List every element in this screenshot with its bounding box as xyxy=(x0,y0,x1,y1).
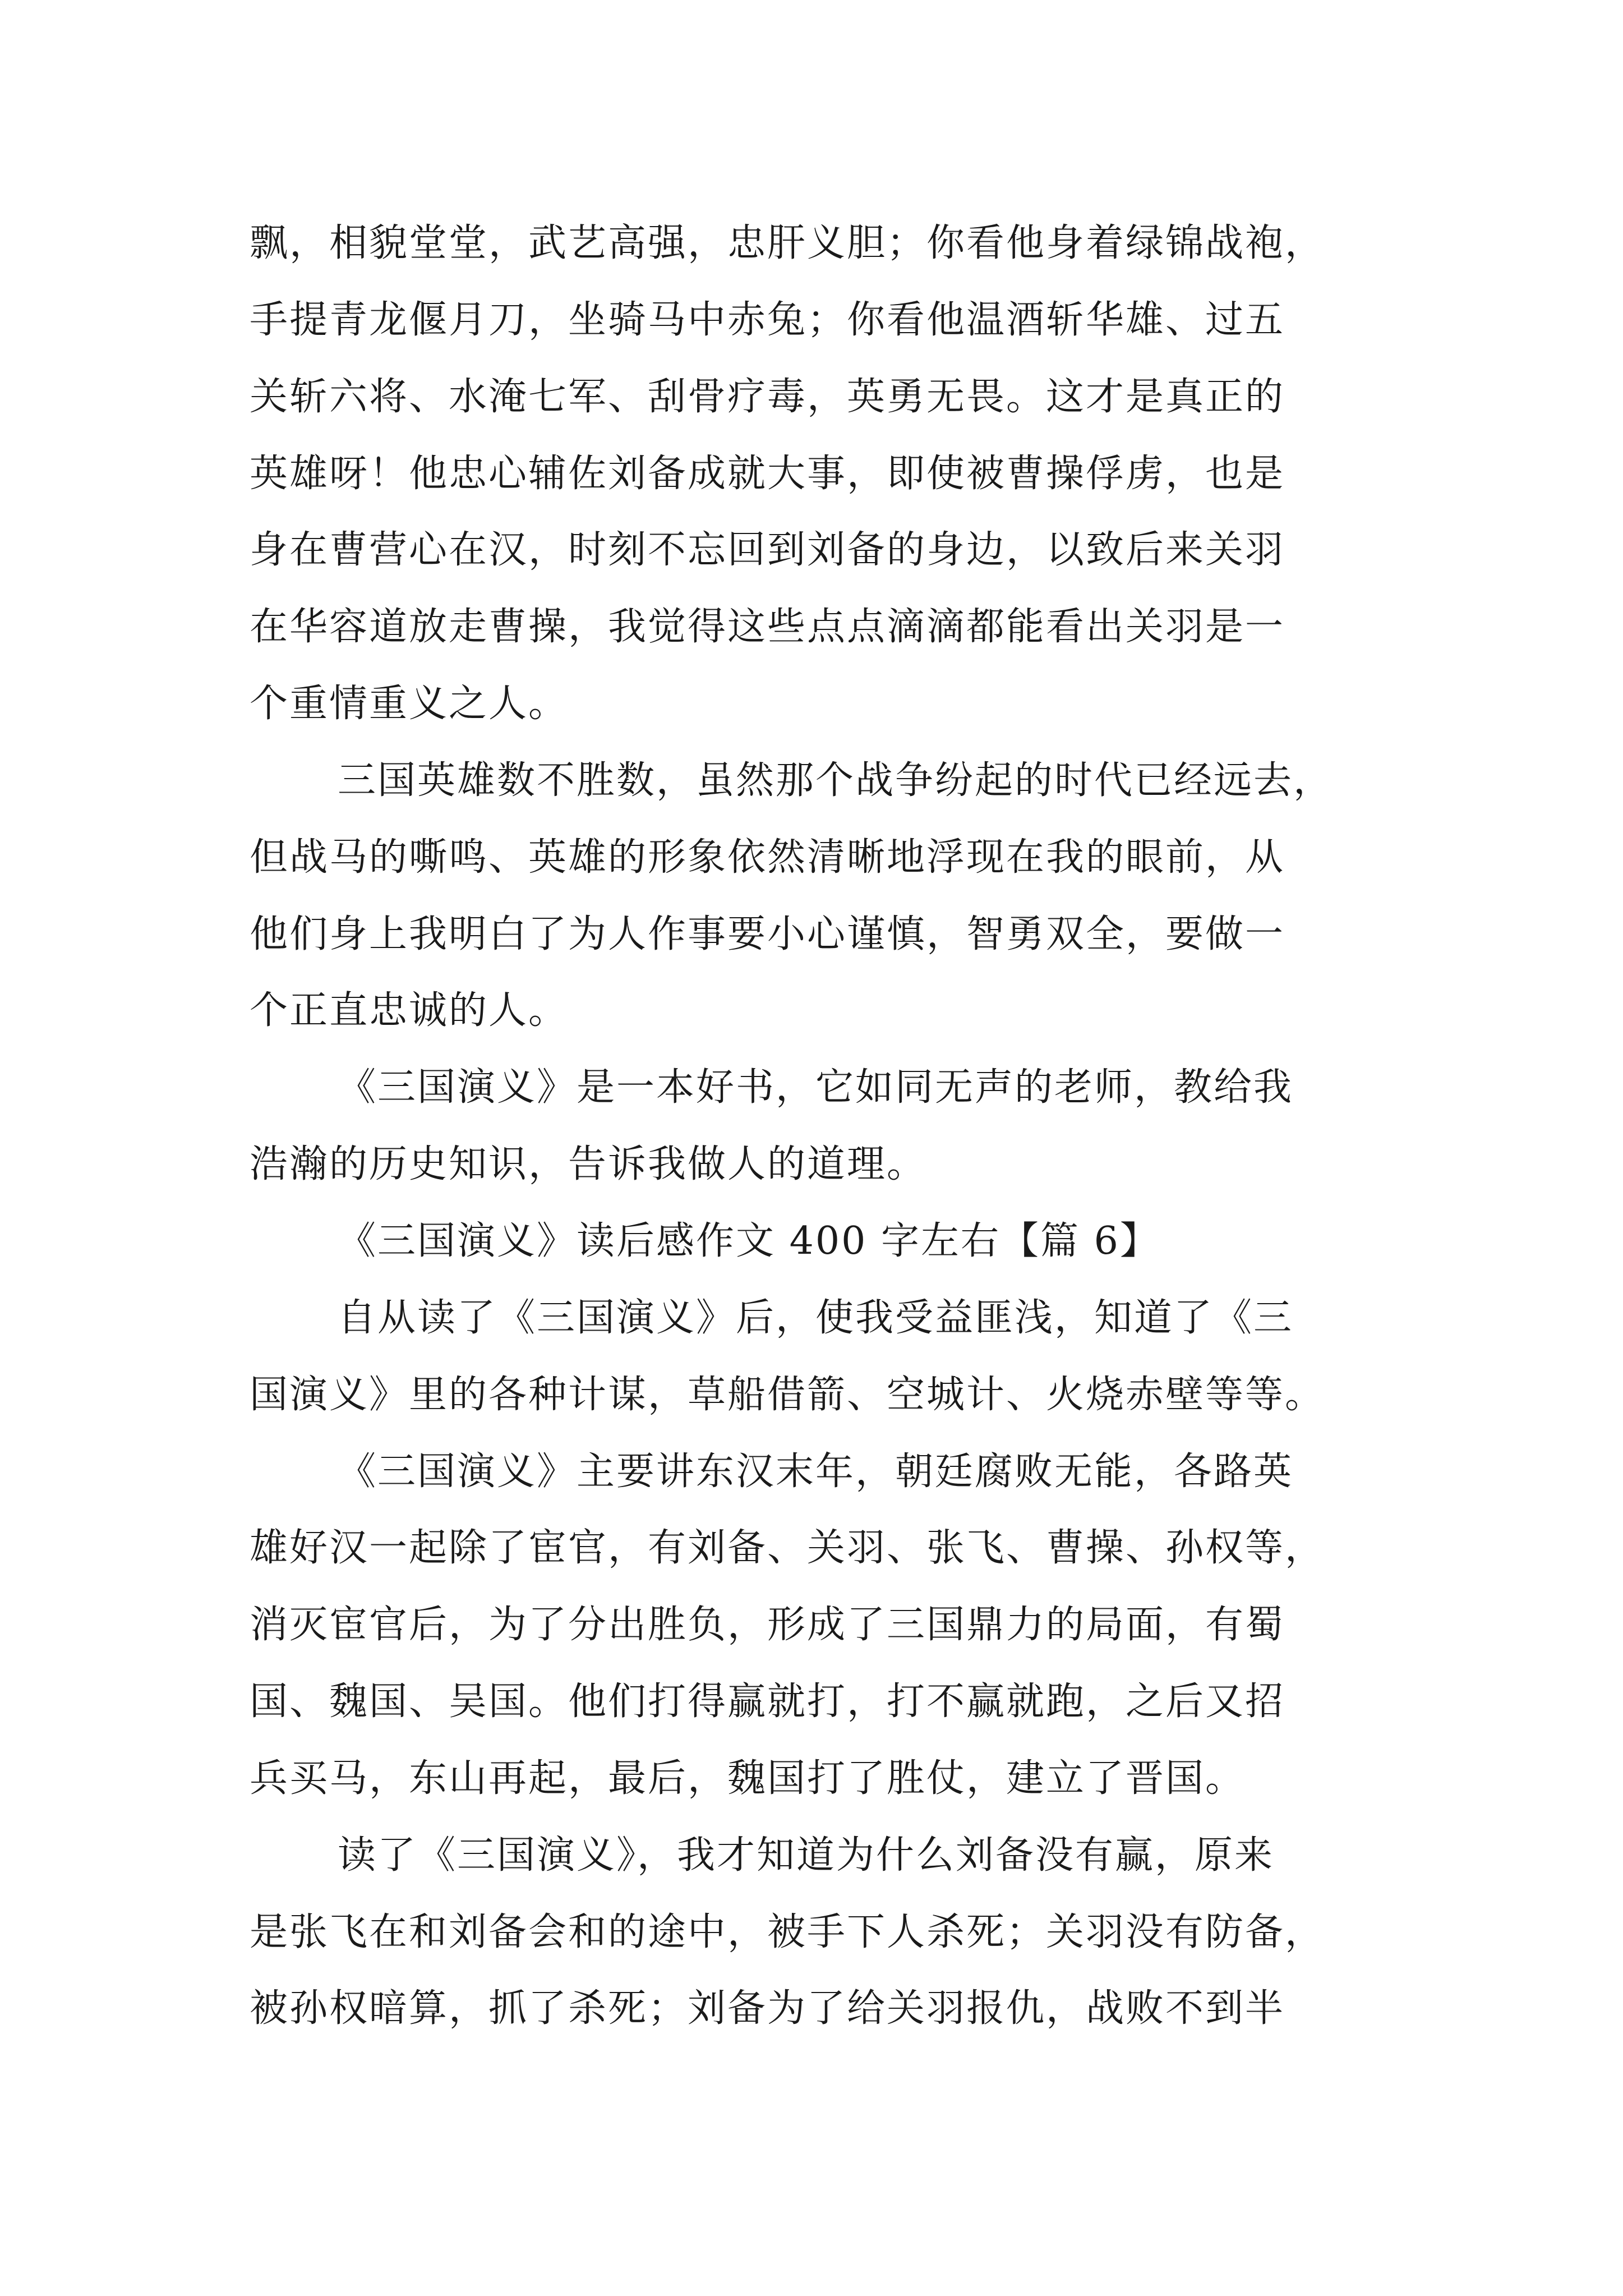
text-line: 飘，相貌堂堂，武艺高强，忠肝义胆；你看他身着绿锦战袍， xyxy=(250,221,1325,265)
paragraph-start-line: 《三国演义》是一本好书，它如同无声的老师，教给我 xyxy=(338,1065,1294,1110)
paragraph-start-line: 三国英雄数不胜数，虽然那个战争纷起的时代已经远去， xyxy=(338,758,1334,803)
text-line: 是张飞在和刘备会和的途中，被手下人杀死；关羽没有防备， xyxy=(250,1910,1325,1954)
text-line: 英雄呀！他忠心辅佐刘备成就大事，即使被曹操俘虏，也是 xyxy=(250,452,1285,496)
text-line: 个正直忠诚的人。 xyxy=(250,988,569,1033)
text-line: 兵买马，东山再起，最后，魏国打了胜仗，建立了晋国。 xyxy=(250,1756,1246,1801)
text-line: 但战马的嘶鸣、英雄的形象依然清晰地浮现在我的眼前，从 xyxy=(250,835,1285,880)
paragraph-start-line: 读了《三国演义》，我才知道为什么刘备没有赢，原来 xyxy=(338,1833,1275,1878)
section-heading: 《三国演义》读后感作文 400 字左右【篇 6】 xyxy=(338,1219,1160,1263)
text-line: 雄好汉一起除了宦官，有刘备、关羽、张飞、曹操、孙权等， xyxy=(250,1526,1325,1570)
text-line: 身在曹营心在汉，时刻不忘回到刘备的身边，以致后来关羽 xyxy=(250,528,1285,572)
text-line: 在华容道放走曹操，我觉得这些点点滴滴都能看出关羽是一 xyxy=(250,605,1285,649)
text-line: 国演义》里的各种计谋，草船借箭、空城计、火烧赤壁等等。 xyxy=(250,1373,1325,1417)
text-line: 他们身上我明白了为人作事要小心谨慎，智勇双全，要做一 xyxy=(250,912,1285,956)
paragraph-start-line: 自从读了《三国演义》后，使我受益匪浅，知道了《三 xyxy=(338,1296,1294,1340)
text-line: 个重情重义之人。 xyxy=(250,682,569,726)
text-line: 浩瀚的历史知识，告诉我做人的道理。 xyxy=(250,1142,927,1186)
text-line: 被孙权暗算，抓了杀死；刘备为了给关羽报仇，战败不到半 xyxy=(250,1986,1285,2031)
text-line: 手提青龙偃月刀，坐骑马中赤兔；你看他温酒斩华雄、过五 xyxy=(250,298,1285,342)
text-line: 关斩六将、水淹七军、刮骨疗毒，英勇无畏。这才是真正的 xyxy=(250,375,1285,419)
paragraph-start-line: 《三国演义》主要讲东汉末年，朝廷腐败无能，各路英 xyxy=(338,1450,1294,1494)
text-line: 国、魏国、吴国。他们打得赢就打，打不赢就跑，之后又招 xyxy=(250,1680,1285,1724)
text-line: 消灭宦官后，为了分出胜负，形成了三国鼎力的局面，有蜀 xyxy=(250,1603,1285,1647)
